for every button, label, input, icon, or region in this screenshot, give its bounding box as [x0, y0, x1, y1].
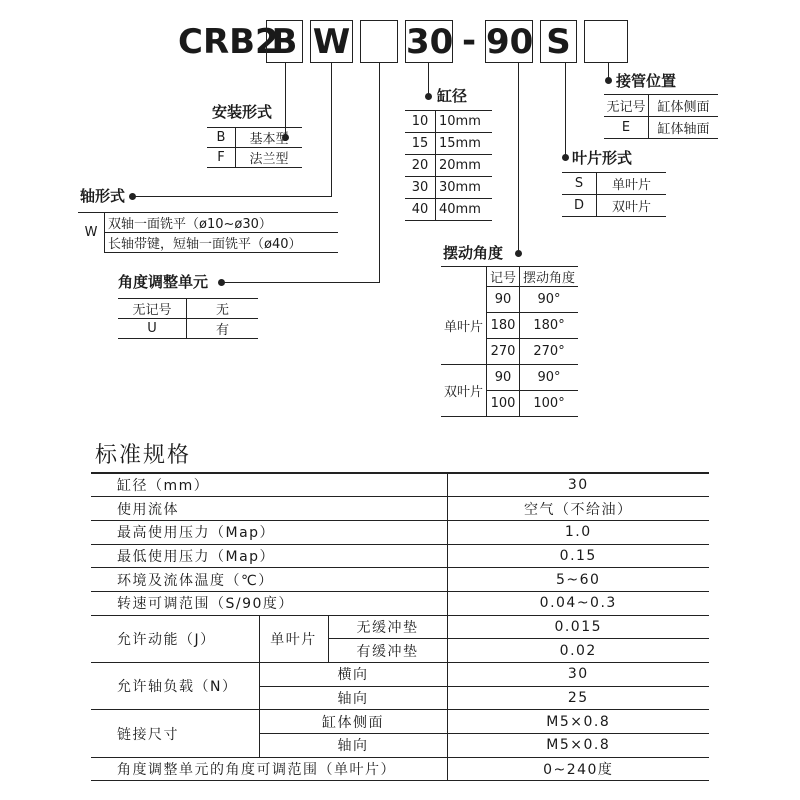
table-row	[91, 710, 709, 734]
leader-bore	[428, 63, 429, 96]
swing-code: 90	[487, 287, 520, 313]
swing-group-double: 双叶片	[441, 365, 487, 417]
spec-value: 0.015	[447, 615, 709, 639]
vane-desc: 双叶片	[597, 195, 667, 217]
mounting-desc: 法兰型	[236, 148, 303, 168]
code-box-mounting: B	[266, 20, 303, 63]
mounting-desc: 基本型	[236, 128, 303, 148]
vane-title: 叶片形式	[572, 149, 633, 167]
swing-group-single: 单叶片	[441, 287, 487, 365]
port-table	[604, 94, 718, 139]
table-row	[91, 757, 709, 781]
code-box-shaft: W	[310, 20, 353, 63]
shaft-title: 轴形式	[80, 187, 126, 205]
spec-key: 允许动能（J）	[91, 615, 259, 662]
table-row	[91, 473, 709, 497]
spec-key: 链接尺寸	[91, 710, 259, 757]
spec-value: M5×0.8	[447, 734, 709, 758]
bore-size: 30mm	[436, 177, 493, 199]
spec-key: 角度调整单元的角度可调范围（单叶片）	[91, 757, 447, 781]
leader-dot	[515, 250, 522, 257]
angle-unit-code: 无记号	[118, 299, 187, 319]
angle-unit-table	[118, 298, 258, 339]
code-box-bore: 30	[406, 22, 454, 62]
spec-table	[91, 472, 709, 781]
spec-value: 30	[447, 473, 709, 497]
spec-value: M5×0.8	[447, 710, 709, 734]
vane-table	[562, 172, 666, 217]
swing-angle: 180°	[520, 313, 579, 339]
swing-code: 270	[487, 339, 520, 365]
bore-size: 20mm	[436, 155, 493, 177]
angle-unit-desc: 有	[187, 319, 259, 339]
code-box-vane: S	[540, 20, 577, 63]
swing-angle: 100°	[520, 391, 579, 417]
swing-header-code: 记号	[487, 267, 520, 287]
spec-value: 30	[447, 663, 709, 687]
table-row	[91, 544, 709, 568]
spec-sub: 缸体侧面	[259, 710, 447, 734]
vane-desc: 单叶片	[597, 173, 667, 195]
spec-sub: 单叶片	[259, 615, 328, 662]
swing-angle: 270°	[520, 339, 579, 365]
leader-swing	[518, 63, 519, 253]
spec-key: 环境及流体温度（℃）	[91, 568, 447, 592]
angle-unit-desc: 无	[187, 299, 259, 319]
spec-key: 缸径（mm）	[91, 473, 447, 497]
bore-code: 40	[405, 199, 436, 221]
vane-code: D	[562, 195, 597, 217]
spec-value: 0~240度	[447, 757, 709, 781]
bore-size: 15mm	[436, 133, 493, 155]
code-box-port	[584, 20, 628, 63]
spec-sub2: 有缓冲垫	[328, 639, 447, 663]
leader-shaft-h	[133, 196, 332, 197]
bore-code: 20	[405, 155, 436, 177]
swing-angle: 90°	[520, 365, 579, 391]
leader-angle-unit	[379, 63, 380, 283]
shaft-table	[78, 212, 338, 253]
spec-key: 最低使用压力（Map）	[91, 544, 447, 568]
spec-value: 5~60	[447, 568, 709, 592]
bore-size: 10mm	[436, 111, 493, 133]
spec-sub: 轴向	[259, 686, 447, 710]
angle-unit-code: U	[118, 319, 187, 339]
bore-size: 40mm	[436, 199, 493, 221]
mounting-title: 安装形式	[212, 103, 273, 121]
leader-dot	[605, 77, 612, 84]
swing-table	[441, 266, 578, 417]
table-row	[91, 520, 709, 544]
spec-key: 允许轴负载（N）	[91, 663, 259, 710]
bore-title: 缸径	[437, 87, 468, 105]
port-code: E	[604, 117, 649, 139]
bore-table	[405, 110, 492, 221]
vane-code: S	[562, 173, 597, 195]
swing-title: 摆动角度	[443, 244, 504, 262]
spec-sub2: 无缓冲垫	[328, 615, 447, 639]
table-row	[91, 568, 709, 592]
leader-dot	[425, 93, 432, 100]
table-row	[91, 591, 709, 615]
mounting-code: B	[207, 128, 236, 148]
mounting-code: F	[207, 148, 236, 168]
code-dash: -	[462, 21, 477, 61]
spec-value: 0.04~0.3	[447, 591, 709, 615]
bore-code: 10	[405, 111, 436, 133]
leader-angle-unit-h	[222, 282, 380, 283]
table-row	[91, 663, 709, 687]
bore-code: 30	[405, 177, 436, 199]
spec-key: 最高使用压力（Map）	[91, 520, 447, 544]
table-row	[91, 615, 709, 639]
shaft-code: W	[78, 213, 105, 253]
spec-value: 25	[447, 686, 709, 710]
swing-header-angle: 摆动角度	[520, 267, 579, 287]
port-title: 接管位置	[616, 72, 677, 90]
port-desc: 缸体轴面	[649, 117, 719, 139]
leader-dot	[129, 193, 136, 200]
swing-code: 90	[487, 365, 520, 391]
port-code: 无记号	[604, 95, 649, 117]
shaft-desc: 双轴一面铣平（ø10~ø30）	[105, 213, 339, 233]
spec-key: 转速可调范围（S/90度）	[91, 591, 447, 615]
code-box-swing: 90	[486, 22, 534, 62]
swing-code: 180	[487, 313, 520, 339]
leader-dot	[218, 279, 225, 286]
swing-angle: 90°	[520, 287, 579, 313]
table-row	[91, 497, 709, 521]
bore-code: 15	[405, 133, 436, 155]
swing-code: 100	[487, 391, 520, 417]
code-box-angle-unit	[360, 20, 398, 63]
spec-value: 1.0	[447, 520, 709, 544]
spec-value: 0.15	[447, 544, 709, 568]
spec-sub: 轴向	[259, 734, 447, 758]
leader-dot	[562, 154, 569, 161]
model-prefix: CRB2	[178, 22, 279, 62]
leader-shaft	[331, 63, 332, 197]
shaft-desc: 长轴带键，短轴一面铣平（ø40）	[105, 233, 339, 253]
spec-value: 空气（不给油）	[447, 497, 709, 521]
spec-value: 0.02	[447, 639, 709, 663]
spec-key: 使用流体	[91, 497, 447, 521]
angle-unit-title: 角度调整单元	[118, 273, 209, 291]
spec-sub: 横向	[259, 663, 447, 687]
mounting-table	[207, 127, 302, 168]
port-desc: 缸体侧面	[649, 95, 719, 117]
leader-vane	[565, 63, 566, 157]
spec-title: 标准规格	[95, 443, 192, 468]
